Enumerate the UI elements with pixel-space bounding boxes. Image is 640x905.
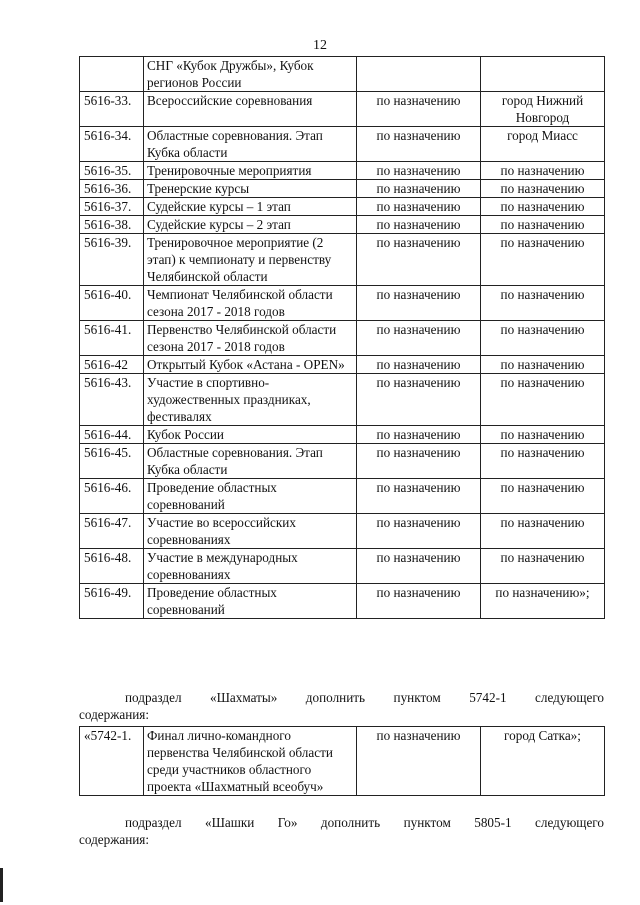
cell-event-name: Открытый Кубок «Астана - OPEN» <box>144 356 357 374</box>
cell-place: город Сатка»; <box>481 727 605 796</box>
cell-time: по назначению <box>357 514 481 549</box>
cell-number: 5616-39. <box>80 234 144 286</box>
cell-place: по назначению <box>481 198 605 216</box>
cell-place: по назначению <box>481 180 605 198</box>
table-row <box>80 127 605 162</box>
cell-number: 5616-40. <box>80 286 144 321</box>
paragraph-chess-line1: подраздел «Шахматы» дополнить пунктом 5742-1 следующего <box>125 690 604 705</box>
cell-event-name: Чемпионат Челябинской области сезона 2017 - 2018 годов <box>144 286 357 321</box>
cell-number: 5616-45. <box>80 444 144 479</box>
cell-time: по назначению <box>357 727 481 796</box>
cell-time: по назначению <box>357 127 481 162</box>
cell-time: по назначению <box>357 198 481 216</box>
cell-event-name: СНГ «Кубок Дружбы», Кубок регионов России <box>144 57 357 92</box>
paragraph-checkers-line2: содержания: <box>79 832 150 847</box>
cell-time: по назначению <box>357 216 481 234</box>
cell-number: 5616-48. <box>80 549 144 584</box>
cell-time: по назначению <box>357 479 481 514</box>
cell-event-name: Тренировочное мероприятие (2 этап) к чемпионату и первенству Челябинской области <box>144 234 357 286</box>
cell-number: 5616-43. <box>80 374 144 426</box>
cell-place: по назначению <box>481 286 605 321</box>
cell-number <box>80 57 144 92</box>
paragraph-checkers <box>79 814 604 848</box>
cell-time: по назначению <box>357 162 481 180</box>
cell-event-name: Проведение областных соревнований <box>144 584 357 619</box>
cell-time <box>357 57 481 92</box>
cell-event-name: Кубок России <box>144 426 357 444</box>
table-row <box>80 321 605 356</box>
cell-place: город Нижний Новгород <box>481 92 605 127</box>
cell-time: по назначению <box>357 444 481 479</box>
cell-time: по назначению <box>357 549 481 584</box>
table-row <box>80 727 605 796</box>
cell-place: по назначению <box>481 234 605 286</box>
table-row <box>80 216 605 234</box>
cell-number: 5616-35. <box>80 162 144 180</box>
cell-place: по назначению <box>481 444 605 479</box>
table-row <box>80 374 605 426</box>
paragraph-chess-line2: содержания: <box>79 707 150 722</box>
cell-time: по назначению <box>357 426 481 444</box>
cell-event-name: Областные соревнования. Этап Кубка области <box>144 127 357 162</box>
cell-number: 5616-33. <box>80 92 144 127</box>
cell-place: по назначению <box>481 374 605 426</box>
cell-event-name: Первенство Челябинской области сезона 2017 - 2018 годов <box>144 321 357 356</box>
table-row <box>80 549 605 584</box>
cell-place: по назначению <box>481 479 605 514</box>
table-row <box>80 198 605 216</box>
cell-event-name: Тренерские курсы <box>144 180 357 198</box>
cell-time: по назначению <box>357 584 481 619</box>
cell-event-name: Участие во всероссийских соревнованиях <box>144 514 357 549</box>
cell-event-name: Судейские курсы – 1 этап <box>144 198 357 216</box>
table-row <box>80 584 605 619</box>
cell-time: по назначению <box>357 374 481 426</box>
paragraph-checkers-line1: подраздел «Шашки Го» дополнить пунктом 5805-1 следующего <box>125 815 604 830</box>
cell-number: 5616-46. <box>80 479 144 514</box>
cell-place: по назначению <box>481 514 605 549</box>
cell-number: 5616-44. <box>80 426 144 444</box>
cell-event-name: Областные соревнования. Этап Кубка области <box>144 444 357 479</box>
table-row <box>80 286 605 321</box>
page-number: 12 <box>313 38 327 53</box>
cell-time: по назначению <box>357 321 481 356</box>
cell-number: 5616-49. <box>80 584 144 619</box>
cell-place: по назначению <box>481 162 605 180</box>
cell-number: 5616-47. <box>80 514 144 549</box>
cell-number: 5616-36. <box>80 180 144 198</box>
paragraph-chess <box>79 689 604 723</box>
events-table <box>79 56 605 619</box>
table-row <box>80 426 605 444</box>
cell-place: по назначению»; <box>481 584 605 619</box>
cell-time: по назначению <box>357 92 481 127</box>
cell-event-name: Всероссийские соревнования <box>144 92 357 127</box>
chess-table <box>79 726 605 796</box>
cell-time: по назначению <box>357 286 481 321</box>
cell-number: 5616-34. <box>80 127 144 162</box>
table-row <box>80 180 605 198</box>
table-row <box>80 162 605 180</box>
table-row <box>80 234 605 286</box>
cell-time: по назначению <box>357 234 481 286</box>
cell-place: город Миасс <box>481 127 605 162</box>
cell-number: 5616-42 <box>80 356 144 374</box>
cell-place: по назначению <box>481 321 605 356</box>
page-edge-mark <box>0 868 3 902</box>
cell-place: по назначению <box>481 426 605 444</box>
cell-event-name: Судейские курсы – 2 этап <box>144 216 357 234</box>
cell-number: «5742-1. <box>80 727 144 796</box>
cell-time: по назначению <box>357 356 481 374</box>
cell-place: по назначению <box>481 356 605 374</box>
cell-event-name: Участие в спортивно-художественных праздниках, фестивалях <box>144 374 357 426</box>
cell-event-name: Проведение областных соревнований <box>144 479 357 514</box>
cell-place <box>481 57 605 92</box>
cell-event-name: Финал лично-командного первенства Челябинской области среди участников областного проекта «Шахматный всеобуч» <box>144 727 357 796</box>
cell-number: 5616-37. <box>80 198 144 216</box>
table-row <box>80 92 605 127</box>
table-row <box>80 444 605 479</box>
cell-event-name: Участие в международных соревнованиях <box>144 549 357 584</box>
table-row <box>80 514 605 549</box>
table-row <box>80 479 605 514</box>
cell-event-name: Тренировочные мероприятия <box>144 162 357 180</box>
table-row <box>80 356 605 374</box>
cell-number: 5616-38. <box>80 216 144 234</box>
table-row <box>80 57 605 92</box>
cell-time: по назначению <box>357 180 481 198</box>
cell-place: по назначению <box>481 216 605 234</box>
cell-number: 5616-41. <box>80 321 144 356</box>
cell-place: по назначению <box>481 549 605 584</box>
